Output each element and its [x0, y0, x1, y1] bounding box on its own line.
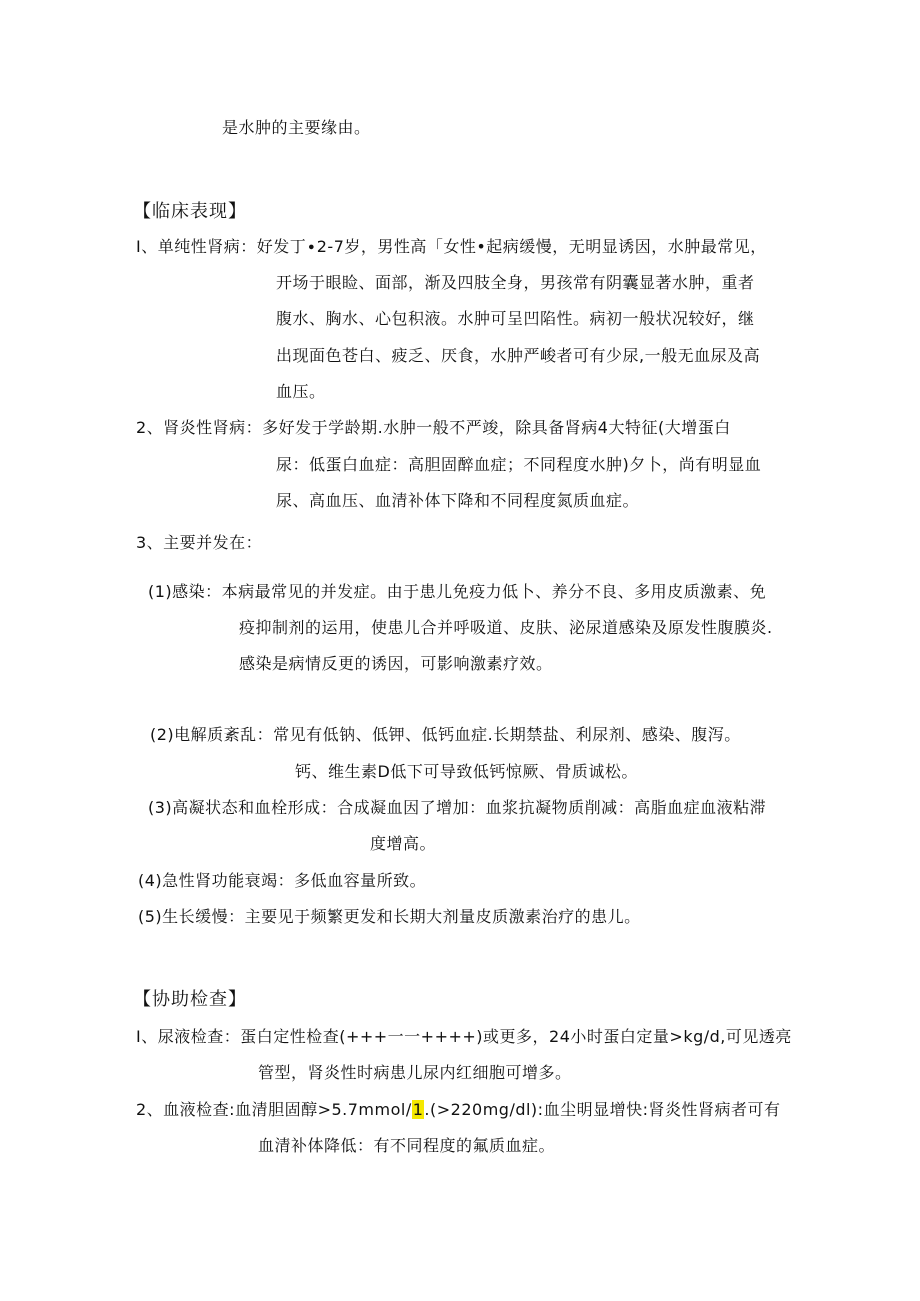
text-line: 开场于眼睑、面部，渐及四肢全身，男孩常有阴囊显著水肿，重者: [276, 273, 755, 292]
text-line: 尿：低蛋白血症：高胆固醉血症；不同程度水肿)夕卜，尚有明显血: [276, 455, 762, 474]
text-segment: 2、血液检查:血清胆固醇>5.7mmol∕: [136, 1100, 412, 1119]
text-line: 血压。: [276, 382, 326, 401]
text-line: 出现面色苍白、疲乏、厌食，水肿严峻者可有少尿,一般无血尿及高: [276, 346, 761, 365]
text-line: 腹水、胸水、心包积液。水肿可呈凹陷性。病初一般状况较好，继: [276, 309, 755, 328]
text-line: 尿、高血压、血清补体下降和不同程度氮质血症。: [276, 491, 640, 510]
text-line: 管型，肾炎性时病患儿尿内红细胞可增多。: [258, 1063, 572, 1082]
text-line: I、单纯性肾病：好发丁∙2-7岁，男性高「女性•起病缓慢，无明显诱因，水肿最常见，: [136, 237, 767, 256]
text-line: I、尿液检查：蛋白定性检查(+++一一++++)或更多，24小时蛋白定量>kg∕d,可见透亮: [136, 1027, 792, 1046]
section-heading-exams: 【协助检查】: [133, 989, 247, 1010]
text-line: (1)感染：本病最常见的并发症。由于患儿免疫力低卜、养分不良、多用皮质激素、免: [148, 582, 767, 601]
text-line: 感染是病情反更的诱因，可影响激素疗效。: [239, 654, 553, 673]
section-heading-clinical: 【临床表现】: [133, 201, 247, 222]
text-line: 疫抑制剂的运用，使患儿合并呼吸道、皮肤、泌尿道感染及原发性腹膜炎.: [239, 618, 773, 637]
text-line: 血清补体降低：有不同程度的氟质血症。: [258, 1136, 556, 1155]
text-line: (4)急性肾功能衰竭：多低血容量所致。: [138, 871, 427, 890]
text-line: [136, 1100, 780, 1120]
text-line: (5)生长缓慢：主要见于频繁更发和长期大剂量皮质激素治疗的患儿。: [138, 907, 641, 926]
text-segment: .(>220mg∕dl):血尘明显增快:肾炎性肾病者可有: [424, 1100, 781, 1119]
text-line: 3、主要并发在：: [136, 533, 263, 552]
text-line: 是水肿的主要缘由。: [222, 118, 371, 137]
text-line: (3)高凝状态和血栓形成：合成凝血因了增加：血浆抗凝物质削减：高脂血症血液粘滞: [148, 798, 767, 817]
highlight-mark: 1: [412, 1100, 424, 1119]
text-line: (2)电解质紊乱：常见有低钠、低钾、低钙血症.长期禁盐、利尿剂、感染、腹泻。: [150, 725, 741, 744]
text-line: 度增高。: [370, 834, 437, 853]
text-line: 钙、维生素D低下可导致低钙惊厥、骨质诚松。: [295, 762, 638, 781]
text-line: 2、肾炎性肾病：多好发于学龄期.水肿一般不严竣，除具备肾病4大特征(大增蛋白: [136, 418, 731, 437]
